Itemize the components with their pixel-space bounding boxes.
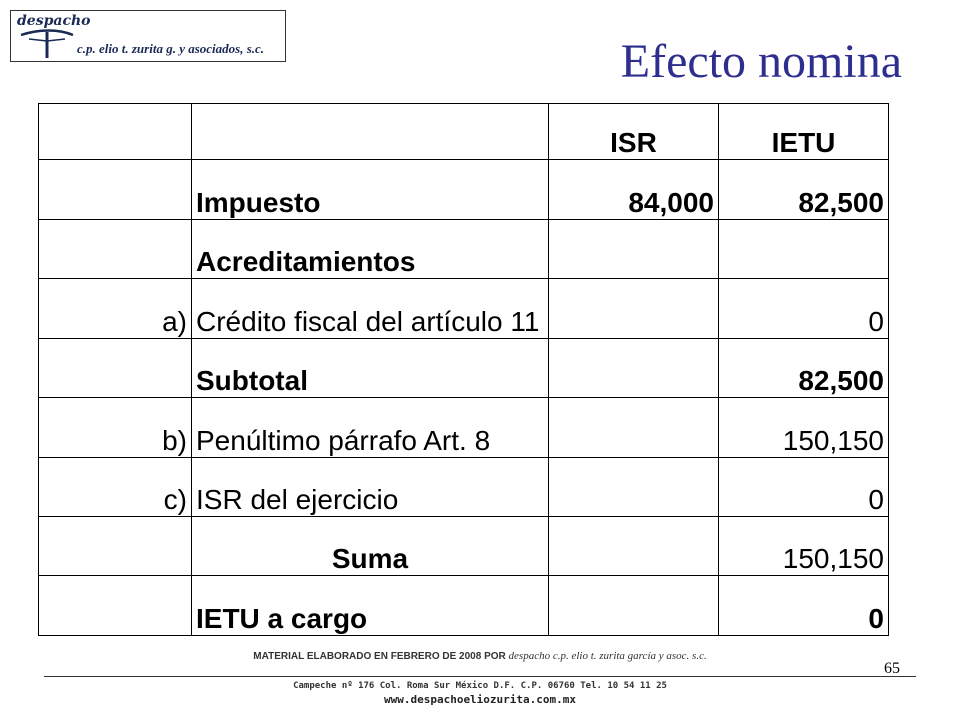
row-isr	[549, 398, 719, 457]
row-isr	[549, 279, 719, 338]
table-header-row	[39, 104, 889, 160]
footer-address: Campeche nº 176 Col. Roma Sur México D.F. C.P. 06760 Tel. 10 54 11 25	[293, 681, 667, 691]
row-concept: Crédito fiscal del artículo 11	[192, 279, 549, 338]
header-isr: ISR	[549, 104, 719, 160]
row-concept: Subtotal	[192, 338, 549, 397]
logo-word: despacho	[17, 13, 91, 29]
row-isr	[549, 338, 719, 397]
page-title: Efecto nomina	[620, 35, 902, 88]
table-row	[39, 398, 889, 457]
row-concept: Impuesto	[192, 160, 549, 219]
header-concept	[192, 104, 549, 160]
table-row	[39, 219, 889, 278]
row-letter	[39, 160, 192, 219]
row-letter: a)	[39, 279, 192, 338]
table-row	[39, 338, 889, 397]
footer-material-line	[0, 650, 960, 662]
table-row	[39, 160, 889, 219]
row-letter: c)	[39, 457, 192, 516]
row-ietu: 150,150	[719, 398, 889, 457]
footer-material: MATERIAL ELABORADO EN FEBRERO DE 2008 POR	[253, 651, 506, 662]
logo-mark-icon	[19, 29, 75, 59]
logo-subtitle: c.p. elio t. zurita g. y asociados, s.c.	[77, 41, 265, 56]
row-letter	[39, 576, 192, 636]
row-letter	[39, 219, 192, 278]
row-ietu: 82,500	[719, 338, 889, 397]
row-letter: b)	[39, 398, 192, 457]
footer-firm: despacho c.p. elio t. zurita garcía y asoc. s.c.	[508, 650, 707, 662]
row-isr	[549, 576, 719, 636]
table-row	[39, 457, 889, 516]
footer-divider	[44, 676, 916, 677]
row-letter	[39, 517, 192, 576]
row-ietu	[719, 219, 889, 278]
table-row	[39, 279, 889, 338]
row-concept: Suma	[192, 517, 549, 576]
footer-website: www.despachoeliozurita.com.mx	[383, 693, 577, 706]
table-row	[39, 576, 889, 636]
row-isr	[549, 457, 719, 516]
row-ietu: 0	[719, 279, 889, 338]
row-isr: 84,000	[549, 160, 719, 219]
page-number: 65	[884, 660, 900, 677]
row-concept: Acreditamientos	[192, 219, 549, 278]
row-isr	[549, 219, 719, 278]
logo	[10, 10, 286, 62]
row-ietu: 150,150	[719, 517, 889, 576]
table-row	[39, 517, 889, 576]
header-ietu: IETU	[719, 104, 889, 160]
row-isr	[549, 517, 719, 576]
row-concept: IETU a cargo	[192, 576, 549, 636]
row-ietu: 0	[719, 576, 889, 636]
row-letter	[39, 338, 192, 397]
row-ietu: 82,500	[719, 160, 889, 219]
row-ietu: 0	[719, 457, 889, 516]
tax-table	[38, 103, 889, 636]
row-concept: Penúltimo párrafo Art. 8	[192, 398, 549, 457]
header-letter	[39, 104, 192, 160]
row-concept: ISR del ejercicio	[192, 457, 549, 516]
